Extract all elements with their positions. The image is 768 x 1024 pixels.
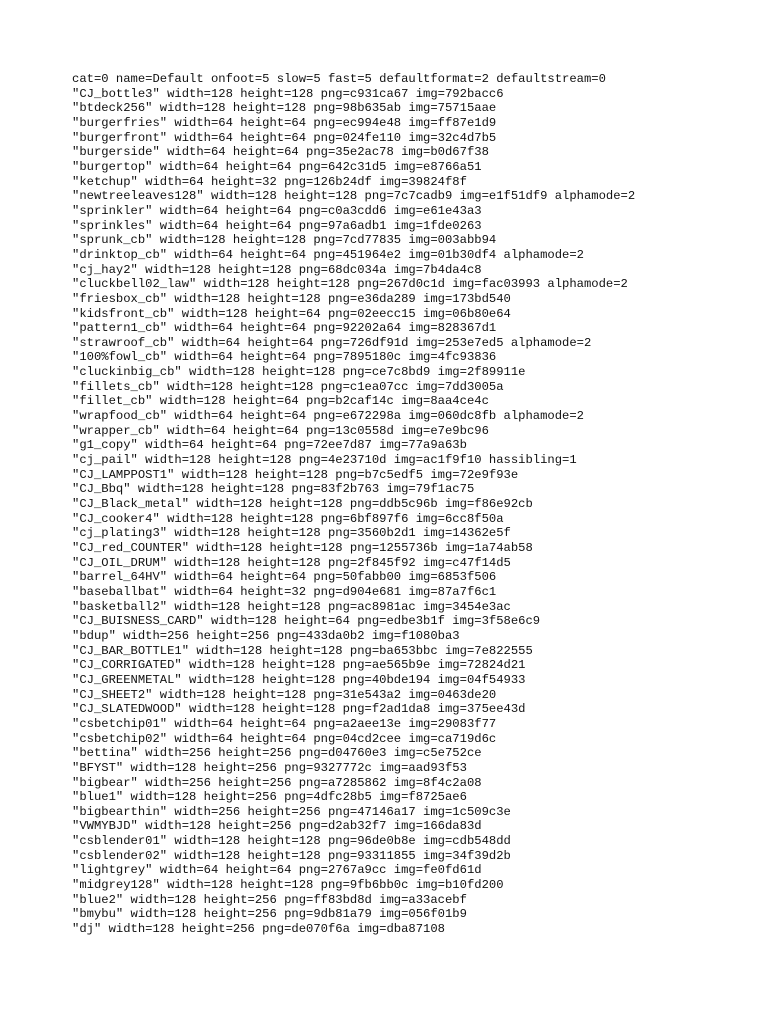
texture-entry-line: "CJ_SLATEDWOOD" width=128 height=128 png=f2ad1da8 img=375ee43d — [72, 702, 526, 717]
texture-entry-line: "VWMYBJD" width=128 height=256 png=d2ab32f7 img=166da83d — [72, 819, 482, 834]
texture-entry-line: "CJ_OIL_DRUM" width=128 height=128 png=2f845f92 img=c47f14d5 — [72, 555, 511, 570]
texture-entry-line: "CJ_cooker4" width=128 height=128 png=6bf897f6 img=6cc8f50a — [72, 511, 504, 526]
texture-entry-line: "burgertop" width=64 height=64 png=642c31d5 img=e8766a51 — [72, 159, 482, 174]
text-body — [72, 72, 752, 937]
texture-entry-line: "dj" width=128 height=256 png=de070f6a img=dba87108 — [72, 922, 445, 937]
texture-entry-line: "csblender02" width=128 height=128 png=93311855 img=34f39d2b — [72, 848, 511, 863]
texture-entry-line: "bmybu" width=128 height=256 png=9db81a79 img=056f01b9 — [72, 907, 467, 922]
texture-entry-line: "CJ_BAR_BOTTLE1" width=128 height=128 png=ba653bbc img=7e822555 — [72, 643, 533, 658]
texture-entry-line: "bigbear" width=256 height=256 png=a7285862 img=8f4c2a08 — [72, 775, 482, 790]
texture-entry-line: "burgerfront" width=64 height=64 png=024fe110 img=32c4d7b5 — [72, 130, 497, 145]
texture-entry-line: "lightgrey" width=64 height=64 png=2767a9cc img=fe0fd61d — [72, 863, 482, 878]
texture-entry-line: "CJ_bottle3" width=128 height=128 png=c931ca67 img=792bacc6 — [72, 86, 504, 101]
texture-entry-line: "BFYST" width=128 height=256 png=9327772c img=aad93f53 — [72, 760, 467, 775]
texture-entry-line: "csblender01" width=128 height=128 png=96de0b8e img=cdb548dd — [72, 834, 511, 849]
texture-entry-line: "newtreeleaves128" width=128 height=128 png=7c7cadb9 img=e1f51df9 alphamode=2 — [72, 189, 636, 204]
texture-entry-line: "baseballbat" width=64 height=32 png=d904e681 img=87a7f6c1 — [72, 584, 497, 599]
texture-entry-line: "CJ_Bbq" width=128 height=128 png=83f2b763 img=79f1ac75 — [72, 482, 475, 497]
texture-entry-line: "pattern1_cb" width=64 height=64 png=92202a64 img=828367d1 — [72, 321, 497, 336]
texture-entry-line: "100%fowl_cb" width=64 height=64 png=7895180c img=4fc93836 — [72, 350, 497, 365]
texture-entry-line: "CJ_Black_metal" width=128 height=128 png=ddb5c96b img=f86e92cb — [72, 497, 533, 512]
texture-entry-line: "strawroof_cb" width=64 height=64 png=726df91d img=253e7ed5 alphamode=2 — [72, 335, 592, 350]
texture-entry-line: "friesbox_cb" width=128 height=128 png=e36da289 img=173bd540 — [72, 291, 511, 306]
texture-entry-line: "midgrey128" width=128 height=128 png=9fb6bb0c img=b10fd200 — [72, 878, 504, 893]
texture-entry-line: "burgerfries" width=64 height=64 png=ec994e48 img=ff87e1d9 — [72, 115, 497, 130]
texture-entry-line: "basketball2" width=128 height=128 png=ac8981ac img=3454e3ac — [72, 599, 511, 614]
texture-entry-line: "g1_copy" width=64 height=64 png=72ee7d87 img=77a9a63b — [72, 438, 467, 453]
texture-entry-line: "btdeck256" width=128 height=128 png=98b635ab img=75715aae — [72, 101, 497, 116]
texture-entry-line: "wrapper_cb" width=64 height=64 png=13c0558d img=e7e9bc96 — [72, 423, 489, 438]
texture-entry-line: "sprinkles" width=64 height=64 png=97a6adb1 img=1fde0263 — [72, 218, 482, 233]
texture-entry-line: "bigbearthin" width=256 height=256 png=47146a17 img=1c509c3e — [72, 804, 511, 819]
texture-entry-line: "CJ_CORRIGATED" width=128 height=128 png=ae565b9e img=72824d21 — [72, 658, 526, 673]
texture-entry-line: "cj_hay2" width=128 height=128 png=68dc034a img=7b4da4c8 — [72, 262, 482, 277]
document-page — [72, 72, 752, 937]
texture-entry-line: "blue1" width=128 height=256 png=4dfc28b5 img=f8725ae6 — [72, 790, 467, 805]
texture-entry-line: "fillet_cb" width=128 height=64 png=b2caf14c img=8aa4ce4c — [72, 394, 489, 409]
texture-entry-line: "sprunk_cb" width=128 height=128 png=7cd77835 img=003abb94 — [72, 233, 497, 248]
texture-entry-line: "CJ_red_COUNTER" width=128 height=128 png=1255736b img=1a74ab58 — [72, 541, 533, 555]
texture-entry-line: "CJ_SHEET2" width=128 height=128 png=31e543a2 img=0463de20 — [72, 687, 497, 702]
texture-entry-line: "sprinkler" width=64 height=64 png=c0a3cdd6 img=e61e43a3 — [72, 203, 482, 218]
texture-entry-line: "csbetchip01" width=64 height=64 png=a2aee13e img=29083f77 — [72, 716, 497, 731]
texture-entry-line: "fillets_cb" width=128 height=128 png=c1ea07cc img=7dd3005a — [72, 379, 504, 394]
texture-entry-line: "csbetchip02" width=64 height=64 png=04cd2cee img=ca719d6c — [72, 731, 497, 746]
texture-entry-line: "bdup" width=256 height=256 png=433da0b2 img=f1080ba3 — [72, 628, 460, 643]
texture-entry-line: "kidsfront_cb" width=128 height=64 png=02eecc15 img=06b80e64 — [72, 306, 511, 321]
texture-entry-line: "CJ_GREENMETAL" width=128 height=128 png=40bde194 img=04f54933 — [72, 672, 526, 687]
texture-entry-line: "barrel_64HV" width=64 height=64 png=50fabb00 img=6853f506 — [72, 570, 497, 585]
header-line: cat=0 name=Default onfoot=5 slow=5 fast=5 defaultformat=2 defaultstream=0 — [72, 72, 606, 86]
texture-entry-line: "cj_pail" width=128 height=128 png=4e23710d img=ac1f9f10 hassibling=1 — [72, 453, 577, 468]
texture-entry-line: "CJ_LAMPPOST1" width=128 height=128 png=b7c5edf5 img=72e9f93e — [72, 467, 519, 482]
texture-entry-line: "ketchup" width=64 height=32 png=126b24df img=39824f8f — [72, 174, 467, 189]
texture-entry-line: "blue2" width=128 height=256 png=ff83bd8d img=a33acebf — [72, 892, 467, 907]
texture-entry-line: "cluckinbig_cb" width=128 height=128 png=ce7c8bd9 img=2f89911e — [72, 365, 526, 380]
texture-entry-line: "cluckbell02_law" width=128 height=128 png=267d0c1d img=fac03993 alphamode=2 — [72, 277, 628, 292]
texture-entry-line: "burgerside" width=64 height=64 png=35e2ac78 img=b0d67f38 — [72, 145, 489, 160]
texture-entry-line: "drinktop_cb" width=64 height=64 png=451964e2 img=01b30df4 alphamode=2 — [72, 247, 584, 262]
texture-entry-line: "CJ_BUISNESS_CARD" width=128 height=64 png=edbe3b1f img=3f58e6c9 — [72, 614, 541, 629]
texture-entry-line: "cj_plating3" width=128 height=128 png=3560b2d1 img=14362e5f — [72, 526, 511, 541]
texture-entry-line: "wrapfood_cb" width=64 height=64 png=e672298a img=060dc8fb alphamode=2 — [72, 409, 584, 424]
texture-entry-line: "bettina" width=256 height=256 png=d04760e3 img=c5e752ce — [72, 746, 482, 761]
